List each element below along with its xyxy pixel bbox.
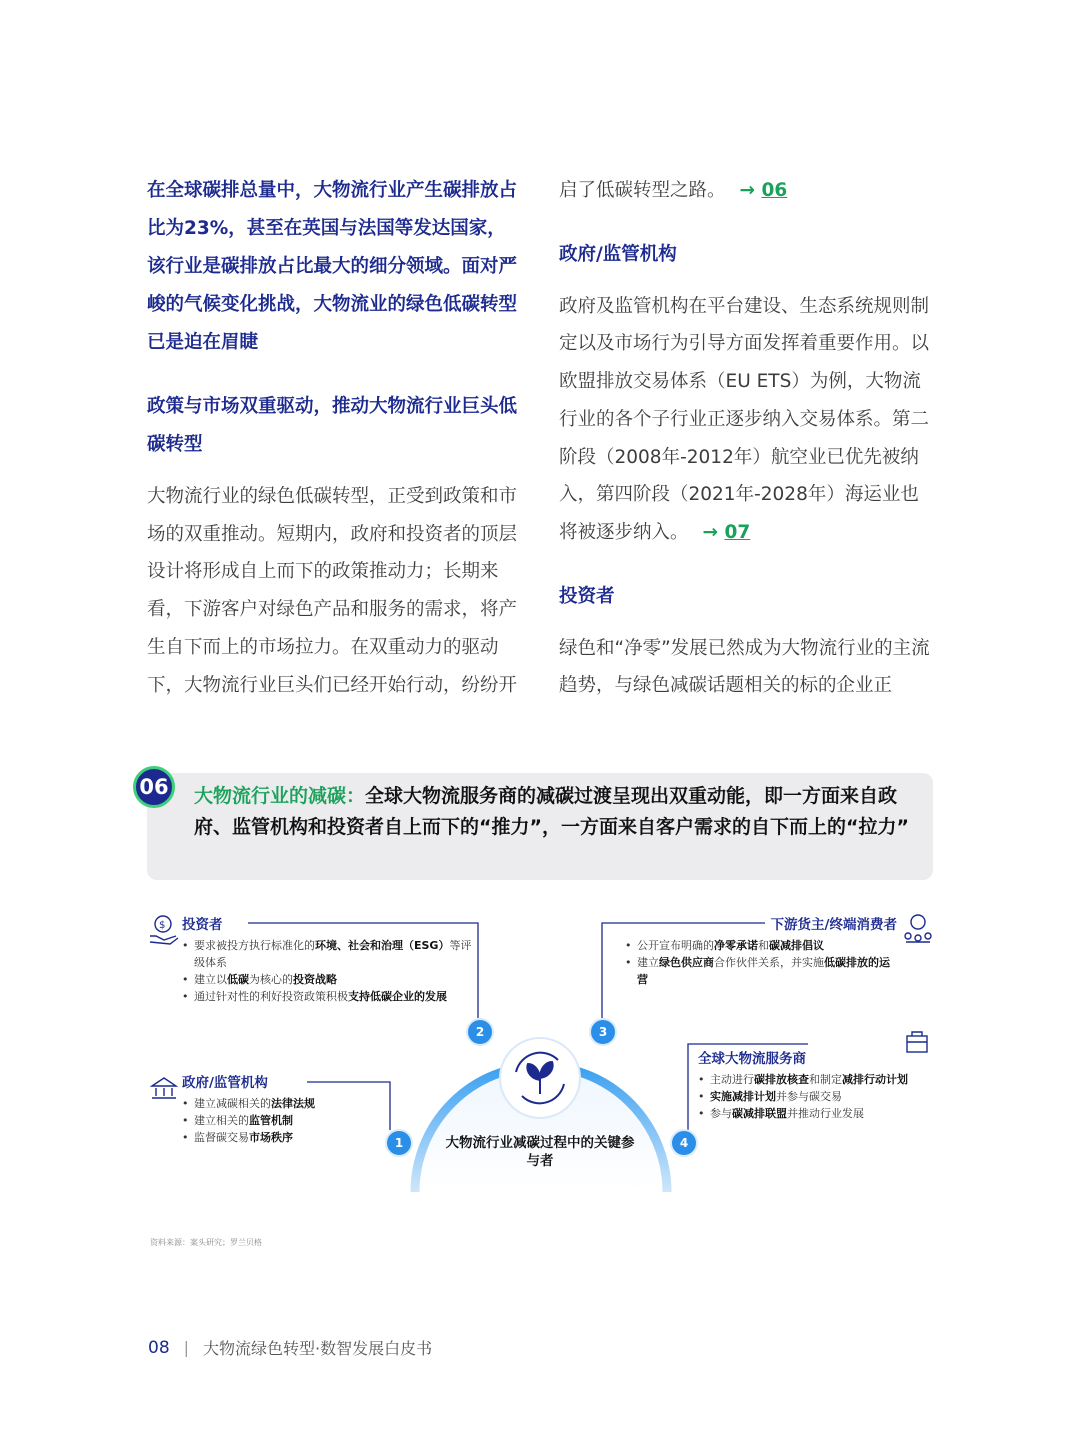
step-3-marker: 3	[589, 1018, 617, 1046]
downstream-title: 下游货主/终端消费者	[770, 917, 897, 933]
item-bold: 低碳	[227, 973, 249, 986]
exhibit-ref-number: 06	[761, 180, 788, 201]
item-text: 要求被投方执行标准化的	[194, 939, 315, 952]
list-item	[698, 1088, 938, 1105]
item-bold: 实施减排计划	[710, 1090, 776, 1103]
investor-list	[182, 937, 472, 1005]
body-paragraph: 大物流行业的绿色低碳转型，正受到政策和市场的双重推动。短期内，政府和投资者的顶层设计将形成自上而下的政策推动力；长期来看，下游客户对绿色产品和服务的需求，将产生自下而上的市场拉力。在双重动力的驱动下，大物流行业巨头们已经开始行动，纷纷开	[147, 486, 518, 696]
gov-text: 政府及监管机构在平台建设、生态系统规则制定以及市场行为引导方面发挥着重要作用。以欧盟排放交易体系（EU ETS）为例，大物流行业的各个子行业正逐步纳入交易体系。第二阶段（2008年-2012年）航空业已优先被纳入，第四阶段（2021年-2028年）海运业也将被逐步纳入。	[559, 295, 930, 543]
consumer-network-icon	[905, 915, 931, 942]
step-4-marker: 4	[670, 1129, 698, 1157]
logistics-list	[698, 1071, 938, 1122]
exhibit-title	[194, 781, 924, 843]
item-bold: 净零承诺	[714, 939, 758, 952]
continued-paragraph	[559, 172, 934, 210]
center-label: 大物流行业减碳过程中的关键参与者	[445, 1135, 635, 1169]
item-text: 建立相关的	[194, 1114, 249, 1127]
item-bold: 减排行动计划	[842, 1073, 908, 1086]
footer-separator: |	[183, 1338, 190, 1357]
item-bold: 支持低碳企业的发展	[348, 990, 447, 1003]
investor-paragraph: 绿色和“净零”发展已然成为大物流行业的主流趋势，与绿色减碳话题相关的标的企业正	[559, 637, 930, 697]
page-number: 08	[148, 1337, 170, 1358]
gov-list	[182, 1095, 382, 1146]
step-1-marker: 1	[385, 1129, 413, 1157]
left-column	[147, 172, 522, 730]
exhibit-title-text: 全球大物流服务商的减碳过渡呈现出双重动能，即一方面来自政府、监管机构和投资者自上而下的“推力”，一方面来自客户需求的自下而上的“拉力”	[194, 785, 909, 838]
item-text: 合作伙伴关系，并实施	[714, 956, 824, 969]
intro-paragraph: 在全球碳排总量中，大物流行业产生碳排放占比为23%，甚至在英国与法国等发达国家，该行业是碳排放占比最大的细分领域。面对严峻的气候变化挑战，大物流业的绿色低碳转型已是迫在眉睫	[147, 180, 518, 353]
item-bold: 法律法规	[271, 1097, 315, 1110]
item-text: 通过针对性的利好投资政策积极	[194, 990, 348, 1003]
list-item	[182, 971, 472, 988]
gov-group	[182, 1074, 382, 1146]
item-text: 并推动行业发展	[787, 1107, 864, 1120]
step-2-marker: 2	[466, 1018, 494, 1046]
item-bold: 投资战略	[293, 973, 337, 986]
list-item	[698, 1071, 938, 1088]
gov-heading: 政府/监管机构	[559, 243, 677, 265]
exhibit-ref-number: 07	[724, 521, 751, 543]
footer-title: 大物流绿色转型·数智发展白皮书	[203, 1339, 433, 1358]
item-text: 等评级体系	[194, 939, 472, 969]
source-note: 资料来源：案头研究；罗兰贝格	[150, 1238, 262, 1247]
list-item	[698, 1105, 938, 1122]
investor-title: 投资者	[182, 917, 223, 933]
exhibit-badge: 06	[133, 766, 175, 808]
list-item	[182, 1112, 382, 1129]
item-text: 和制定	[809, 1073, 842, 1086]
list-item	[625, 937, 897, 954]
logistics-group	[698, 1050, 938, 1122]
section-heading: 政策与市场双重驱动，推动大物流行业巨头低碳转型	[147, 396, 518, 455]
list-item	[182, 1129, 382, 1146]
arrow-right-icon: →	[739, 180, 756, 201]
item-bold: 碳减排倡议	[769, 939, 824, 952]
item-text: 参与	[710, 1107, 732, 1120]
right-column	[559, 172, 934, 731]
item-bold: 碳减排联盟	[732, 1107, 787, 1120]
exhibit-ref-07[interactable]	[703, 522, 751, 543]
item-text: 和	[758, 939, 769, 952]
investor-group	[182, 916, 472, 1005]
investor-heading: 投资者	[559, 585, 615, 607]
gov-title: 政府/监管机构	[182, 1075, 268, 1091]
item-text: 建立以	[194, 973, 227, 986]
exhibit-title-highlight: 大物流行业的减碳：	[194, 785, 366, 807]
item-bold: 监管机制	[249, 1114, 293, 1127]
logistics-title: 全球大物流服务商	[698, 1051, 806, 1067]
list-item	[625, 954, 897, 988]
item-text: 监督碳交易	[194, 1131, 249, 1144]
downstream-group	[625, 916, 897, 988]
continued-text: 启了低碳转型之路。	[559, 180, 726, 201]
item-text: 建立减碳相关的	[194, 1097, 271, 1110]
stakeholder-diagram	[0, 900, 1080, 1210]
list-item	[182, 1095, 382, 1112]
downstream-list	[625, 937, 897, 988]
list-item	[182, 937, 472, 971]
item-bold: 碳排放核查	[754, 1073, 809, 1086]
item-bold: 低碳排放的运营	[637, 956, 890, 986]
item-text: 建立	[637, 956, 659, 969]
item-text: 为核心的	[249, 973, 293, 986]
gov-paragraph	[559, 288, 934, 552]
page-footer	[148, 1336, 432, 1359]
government-building-icon	[152, 1078, 176, 1098]
list-item	[182, 988, 472, 1005]
item-bold: 市场秩序	[249, 1131, 293, 1144]
logistics-box-icon	[907, 1032, 927, 1052]
item-text: 主动进行	[710, 1073, 754, 1086]
dollar-sign-icon: $	[159, 920, 166, 931]
item-bold: 绿色供应商	[659, 956, 714, 969]
arrow-right-icon: →	[702, 521, 719, 543]
item-bold: 环境、社会和治理（ESG）	[315, 939, 450, 952]
exhibit-ref-06[interactable]	[740, 180, 788, 201]
item-text: 公开宣布明确的	[637, 939, 714, 952]
item-text: 并参与碳交易	[776, 1090, 842, 1103]
